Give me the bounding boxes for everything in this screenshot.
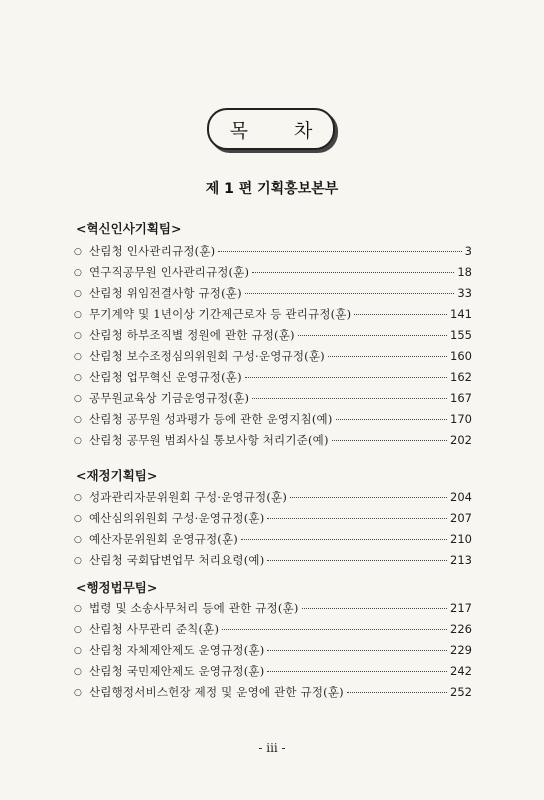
- entry-title: 산림청 사무관리 준칙(훈): [89, 622, 220, 636]
- entry-title: 산림행정서비스헌장 제정 및 운영에 관한 규정(훈): [89, 685, 344, 699]
- dot-leader: [218, 251, 461, 252]
- dot-leader: [222, 629, 447, 630]
- toc-entry[interactable]: [74, 369, 472, 389]
- dot-leader: [267, 650, 447, 651]
- part-title: 제 1 편 기획홍보본부: [205, 181, 339, 197]
- toc-title-box: [207, 108, 335, 150]
- toc-entry[interactable]: [74, 552, 472, 572]
- circle-bullet-icon: ○: [74, 646, 82, 656]
- entry-title: 성과관리자문위원회 구성·운영규정(훈): [89, 490, 288, 504]
- entry-title: 산림청 국회답변업무 처리요령(예): [89, 553, 265, 567]
- toc-entry[interactable]: [74, 663, 472, 683]
- entry-page: 213: [450, 553, 472, 567]
- circle-bullet-icon: ○: [74, 493, 82, 503]
- circle-bullet-icon: ○: [74, 289, 82, 299]
- dot-leader: [336, 419, 448, 420]
- entry-page: 207: [450, 511, 472, 525]
- entry-page: 226: [450, 622, 472, 636]
- entry-title: 산림청 공무원 성과평가 등에 관한 운영지침(예): [89, 412, 333, 426]
- circle-bullet-icon: ○: [74, 394, 82, 404]
- entry-page: 252: [450, 685, 472, 699]
- circle-bullet-icon: ○: [74, 514, 82, 524]
- toc-entry[interactable]: [74, 600, 472, 620]
- toc-entry[interactable]: [74, 531, 472, 551]
- dot-leader: [328, 356, 447, 357]
- toc-entry[interactable]: [74, 285, 472, 305]
- dot-leader: [347, 692, 447, 693]
- entry-page: 33: [457, 286, 472, 300]
- circle-bullet-icon: ○: [74, 415, 82, 425]
- entry-page: 242: [450, 664, 472, 678]
- dot-leader: [245, 293, 455, 294]
- toc-entry[interactable]: [74, 432, 472, 452]
- circle-bullet-icon: ○: [74, 352, 82, 362]
- entry-title: 산림청 국민제안제도 운영규정(훈): [89, 664, 265, 678]
- entry-title: 예산심의위원회 구성·운영규정(훈): [89, 511, 265, 525]
- entry-title: 예산자문위원회 운영규정(훈): [89, 532, 238, 546]
- toc-entry[interactable]: [74, 348, 472, 368]
- entry-title: 산림청 업무혁신 운영규정(훈): [89, 370, 242, 384]
- entry-title: 산림청 공무원 범죄사실 통보사항 처리기준(예): [89, 433, 329, 447]
- toc-title: 목 차: [229, 119, 333, 142]
- entry-title: 산림청 인사관리규정(훈): [89, 244, 216, 258]
- entry-page: 217: [450, 601, 472, 615]
- dot-leader: [252, 272, 454, 273]
- dot-leader: [298, 335, 447, 336]
- entry-title: 공무원교육상 기금운영규정(훈): [89, 391, 250, 405]
- dot-leader: [267, 671, 447, 672]
- entry-page: 162: [450, 370, 472, 384]
- dot-leader: [241, 539, 447, 540]
- circle-bullet-icon: ○: [74, 373, 82, 383]
- circle-bullet-icon: ○: [74, 331, 82, 341]
- entry-page: 18: [457, 265, 472, 279]
- toc-entry[interactable]: [74, 684, 472, 704]
- entry-title: 법령 및 소송사무처리 등에 관한 규정(훈): [89, 601, 299, 615]
- toc-entry[interactable]: [74, 621, 472, 641]
- circle-bullet-icon: ○: [74, 688, 82, 698]
- entry-page: 141: [450, 307, 472, 321]
- entry-title: 무기계약 및 1년이상 기간제근로자 등 관리규정(훈): [89, 307, 352, 321]
- dot-leader: [332, 440, 447, 441]
- entry-page: 3: [464, 244, 472, 258]
- toc-entry[interactable]: [74, 243, 472, 263]
- dot-leader: [245, 377, 447, 378]
- dot-leader: [267, 560, 447, 561]
- entry-title: 산림청 위임전결사항 규정(훈): [89, 286, 242, 300]
- circle-bullet-icon: ○: [74, 556, 82, 566]
- entry-page: 202: [450, 433, 472, 447]
- circle-bullet-icon: ○: [74, 535, 82, 545]
- circle-bullet-icon: ○: [74, 247, 82, 257]
- section-label-hyeoksin-insa: <혁신인사기획팀>: [76, 221, 182, 236]
- toc-entry[interactable]: [74, 264, 472, 284]
- entry-title: 산림청 보수조정심의위원회 구성·운영규정(훈): [89, 349, 325, 363]
- toc-entry[interactable]: [74, 510, 472, 530]
- toc-entry[interactable]: [74, 489, 472, 509]
- toc-entry[interactable]: [74, 411, 472, 431]
- dot-leader: [290, 497, 447, 498]
- entry-title: 산림청 하부조직별 정원에 관한 규정(훈): [89, 328, 295, 342]
- circle-bullet-icon: ○: [74, 604, 82, 614]
- toc-entry[interactable]: [74, 327, 472, 347]
- dot-leader: [252, 398, 447, 399]
- toc-entry[interactable]: [74, 642, 472, 662]
- entry-page: 204: [450, 490, 472, 504]
- dot-leader: [302, 608, 447, 609]
- entry-page: 155: [450, 328, 472, 342]
- circle-bullet-icon: ○: [74, 268, 82, 278]
- entry-page: 167: [450, 391, 472, 405]
- entry-title: 산림청 자체제안제도 운영규정(훈): [89, 643, 265, 657]
- entry-page: 229: [450, 643, 472, 657]
- page-number: - iii -: [258, 741, 286, 755]
- entry-page: 170: [450, 412, 472, 426]
- toc-entry[interactable]: [74, 306, 472, 326]
- circle-bullet-icon: ○: [74, 625, 82, 635]
- entry-page: 210: [450, 532, 472, 546]
- dot-leader: [267, 518, 447, 519]
- section-label-haengjeong-beommu: <행정법무팀>: [76, 580, 158, 595]
- entry-title: 연구직공무원 인사관리규정(훈): [89, 265, 250, 279]
- entry-page: 160: [450, 349, 472, 363]
- dot-leader: [354, 314, 447, 315]
- circle-bullet-icon: ○: [74, 667, 82, 677]
- section-label-jaejeong-gihoek: <재정기획팀>: [76, 468, 158, 483]
- toc-entry[interactable]: [74, 390, 472, 410]
- circle-bullet-icon: ○: [74, 436, 82, 446]
- circle-bullet-icon: ○: [74, 310, 82, 320]
